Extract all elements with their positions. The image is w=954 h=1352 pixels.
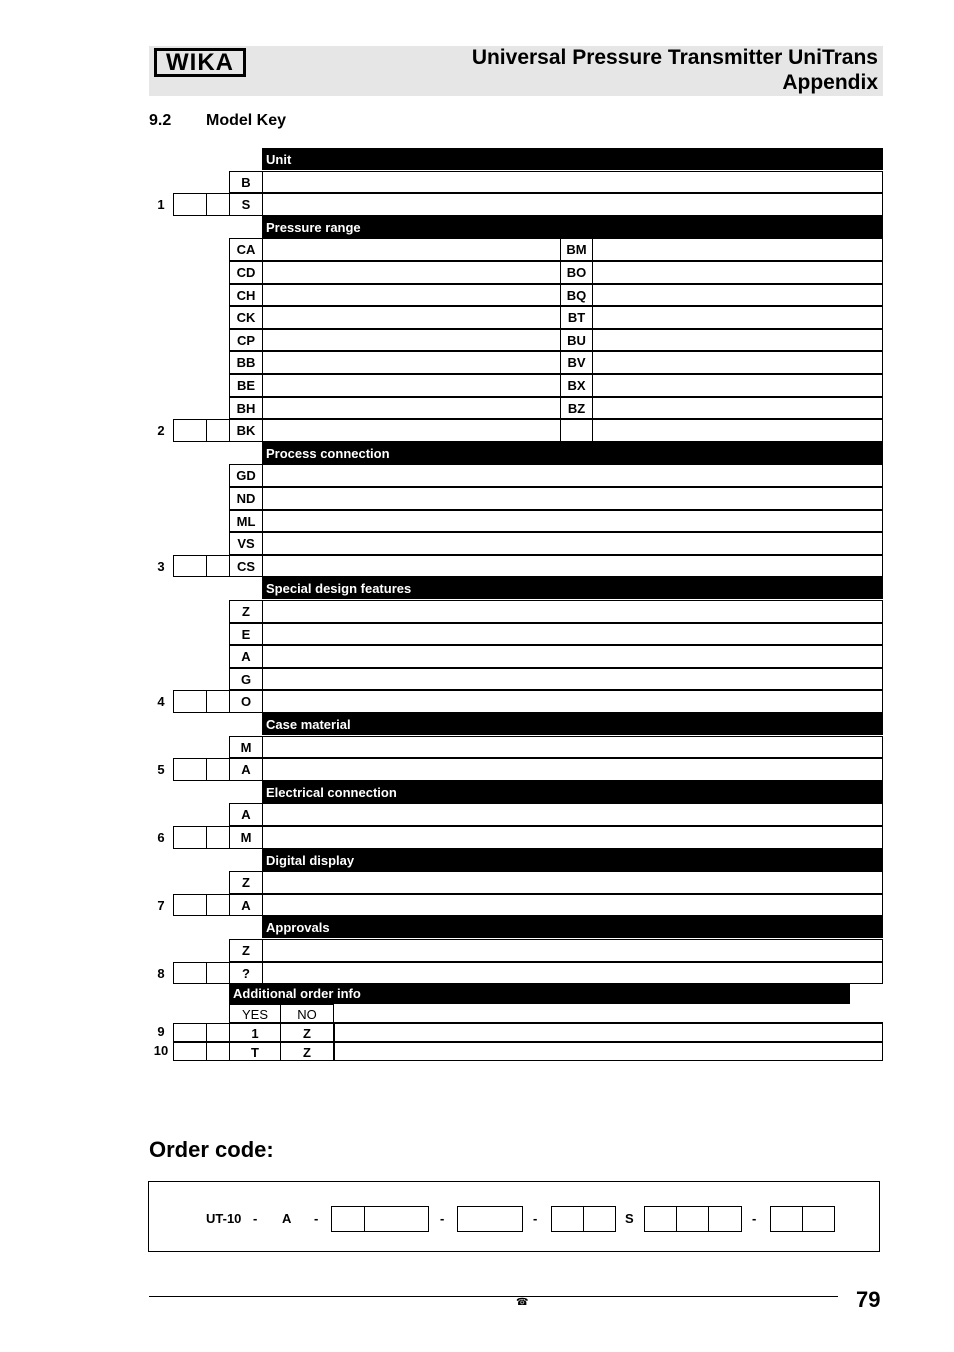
entry-box-spacer: [206, 690, 230, 713]
code-cell: M: [229, 736, 263, 759]
order-dash: -: [752, 1211, 757, 1226]
description-cell: [262, 894, 883, 917]
description-cell: [262, 758, 883, 781]
yes-header: YES: [229, 1004, 281, 1023]
order-code-box[interactable]: [770, 1206, 803, 1232]
order-dash: -: [533, 1211, 538, 1226]
code-cell-right: BU: [560, 329, 593, 352]
phone-icon: ☎: [516, 1297, 529, 1308]
entry-box-spacer: [206, 758, 230, 781]
code-cell: ML: [229, 510, 263, 533]
order-letter-a: A: [282, 1211, 292, 1226]
code-cell-right: BV: [560, 351, 593, 374]
order-code-box[interactable]: [583, 1206, 616, 1232]
entry-box-spacer: [206, 555, 230, 578]
code-cell: Z: [229, 600, 263, 623]
code-cell-right: BM: [560, 238, 593, 261]
position-number: 1: [157, 197, 165, 213]
description-cell: [592, 329, 883, 352]
entry-box[interactable]: [173, 826, 207, 849]
position-number: 5: [157, 762, 165, 778]
code-cell: ND: [229, 487, 263, 510]
code-cell: Z: [229, 871, 263, 894]
position-number: 9: [157, 1024, 165, 1040]
order-code-title: Order code:: [149, 1137, 274, 1162]
code-cell-right: [560, 419, 593, 442]
description-cell: [262, 826, 883, 849]
code-cell-right: BO: [560, 261, 593, 284]
entry-box-spacer: [206, 419, 230, 442]
description-cell: [262, 419, 561, 442]
description-cell: [262, 623, 883, 646]
position-number: 7: [157, 897, 165, 913]
additional-text-field[interactable]: [333, 1042, 883, 1061]
code-cell: ?: [229, 962, 263, 985]
code-cell: Z: [229, 939, 263, 962]
code-cell-right: BZ: [560, 397, 593, 420]
code-cell: CS: [229, 555, 263, 578]
entry-box[interactable]: [173, 1023, 207, 1042]
description-cell: [592, 306, 883, 329]
description-cell: [592, 397, 883, 420]
code-cell-right: BQ: [560, 284, 593, 307]
description-cell: [262, 464, 883, 487]
order-code-box[interactable]: [802, 1206, 835, 1232]
position-number: 10: [153, 1043, 169, 1059]
entry-box-spacer: [206, 1023, 230, 1042]
description-cell: [262, 306, 561, 329]
position-number: 4: [157, 694, 165, 710]
order-code-box[interactable]: [708, 1206, 742, 1232]
no-value: Z: [280, 1042, 334, 1061]
additional-text-field[interactable]: [333, 1023, 883, 1042]
description-cell: [262, 351, 561, 374]
code-cell: VS: [229, 532, 263, 555]
code-cell: A: [229, 894, 263, 917]
description-cell: [262, 487, 883, 510]
description-cell: [262, 329, 561, 352]
group-header: Case material: [262, 713, 883, 735]
code-cell: S: [229, 193, 263, 216]
group-header: Electrical connection: [262, 781, 883, 803]
description-cell: [262, 510, 883, 533]
position-number: 2: [157, 423, 165, 439]
code-cell-right: BX: [560, 374, 593, 397]
group-header: Approvals: [262, 916, 883, 938]
description-cell: [262, 193, 883, 216]
order-dash: -: [440, 1211, 445, 1226]
position-number: 6: [157, 830, 165, 845]
code-cell: G: [229, 668, 263, 691]
no-header: NO: [280, 1004, 334, 1023]
entry-box-spacer: [206, 826, 230, 849]
group-header: Unit: [262, 148, 883, 170]
description-cell: [592, 351, 883, 374]
order-dash: -: [314, 1211, 319, 1226]
title-line-2: Appendix: [782, 71, 878, 94]
description-cell: [262, 532, 883, 555]
group-header: Digital display: [262, 849, 883, 871]
description-cell: [592, 284, 883, 307]
entry-box-spacer: [206, 193, 230, 216]
code-cell: B: [229, 171, 263, 194]
order-code-box[interactable]: [331, 1206, 365, 1232]
description-cell: [592, 238, 883, 261]
entry-box[interactable]: [173, 690, 207, 713]
entry-box[interactable]: [173, 894, 207, 917]
entry-box-spacer: [206, 894, 230, 917]
code-cell: BH: [229, 397, 263, 420]
description-cell: [592, 374, 883, 397]
description-cell: [262, 555, 883, 578]
entry-box[interactable]: [173, 555, 207, 578]
group-header: Process connection: [262, 442, 883, 464]
description-cell: [262, 803, 883, 826]
description-cell: [262, 284, 561, 307]
order-code-box[interactable]: [364, 1206, 429, 1232]
section-title: Model Key: [206, 112, 287, 129]
description-cell: [262, 171, 883, 194]
group-header: Special design features: [262, 577, 883, 599]
page-title: [472, 45, 878, 95]
yes-value: T: [229, 1042, 281, 1061]
code-cell: BB: [229, 351, 263, 374]
description-cell: [262, 600, 883, 623]
description-cell: [592, 261, 883, 284]
no-value: Z: [280, 1023, 334, 1042]
description-cell: [262, 871, 883, 894]
code-cell: CP: [229, 329, 263, 352]
order-dash: -: [253, 1211, 258, 1226]
description-cell: [262, 645, 883, 668]
entry-box[interactable]: [173, 962, 207, 985]
wika-logo: WIKA: [154, 48, 246, 77]
entry-box[interactable]: [173, 193, 207, 216]
code-cell: CD: [229, 261, 263, 284]
code-cell-right: BT: [560, 306, 593, 329]
entry-box-spacer: [206, 1042, 230, 1061]
entry-box-spacer: [206, 962, 230, 985]
order-code-box[interactable]: [644, 1206, 677, 1232]
description-cell: [262, 690, 883, 713]
section-number: 9.2: [149, 112, 172, 129]
description-cell: [262, 668, 883, 691]
code-cell: A: [229, 758, 263, 781]
code-cell: M: [229, 826, 263, 849]
code-cell: O: [229, 690, 263, 713]
code-cell: BK: [229, 419, 263, 442]
yes-value: 1: [229, 1023, 281, 1042]
additional-header: Additional order info: [229, 984, 850, 1004]
footer-rule: [149, 1296, 838, 1297]
description-cell: [262, 261, 561, 284]
page-number: 79: [856, 1287, 881, 1312]
description-cell: [262, 238, 561, 261]
code-cell: E: [229, 623, 263, 646]
order-code-box[interactable]: [676, 1206, 709, 1232]
description-cell: [262, 939, 883, 962]
title-line-1: Universal Pressure Transmitter UniTrans: [471, 46, 878, 69]
group-header: Pressure range: [262, 216, 883, 238]
entry-box[interactable]: [173, 758, 207, 781]
description-cell: [262, 374, 561, 397]
additional-spacer: [333, 1004, 883, 1023]
description-cell: [592, 419, 883, 442]
order-code-box[interactable]: [457, 1206, 523, 1232]
order-prefix: UT-10: [206, 1211, 242, 1226]
position-number: 8: [157, 965, 165, 981]
entry-box[interactable]: [173, 419, 207, 442]
code-cell: CH: [229, 284, 263, 307]
code-cell: A: [229, 803, 263, 826]
description-cell: [262, 397, 561, 420]
description-cell: [262, 962, 883, 985]
entry-box[interactable]: [173, 1042, 207, 1061]
code-cell: GD: [229, 464, 263, 487]
position-number: 3: [157, 558, 165, 574]
code-cell: CK: [229, 306, 263, 329]
code-cell: A: [229, 645, 263, 668]
order-letter-s: S: [625, 1211, 634, 1226]
code-cell: CA: [229, 238, 263, 261]
order-code-box[interactable]: [551, 1206, 584, 1232]
description-cell: [262, 736, 883, 759]
code-cell: BE: [229, 374, 263, 397]
